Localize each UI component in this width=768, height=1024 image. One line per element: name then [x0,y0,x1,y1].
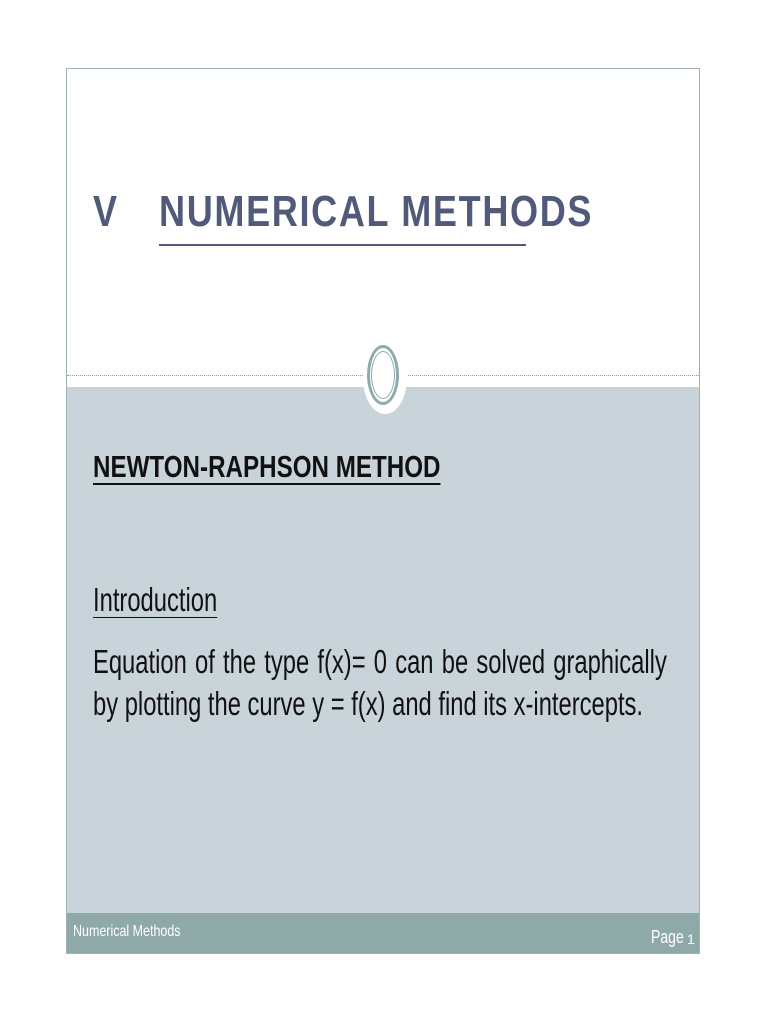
footer-page-number: 1 [687,931,695,947]
subheading: Introduction [93,581,218,618]
title-number: V [93,187,119,236]
inner-circle-ornament-icon [371,351,395,399]
section-heading: NEWTON-RAPHSON METHOD [93,449,441,484]
footer-title: Numerical Methods [73,923,181,940]
slide [66,68,700,954]
body-paragraph: Equation of the type f(x)= 0 can be solved graphically by plotting the curve y = f(x) and find its x-intercepts. [93,643,667,722]
title-area [67,69,699,376]
page-title: NUMERICAL METHODS [159,187,594,236]
footer-bar [67,913,699,954]
title-underline [159,244,526,246]
footer-page-label: Page [651,927,684,947]
